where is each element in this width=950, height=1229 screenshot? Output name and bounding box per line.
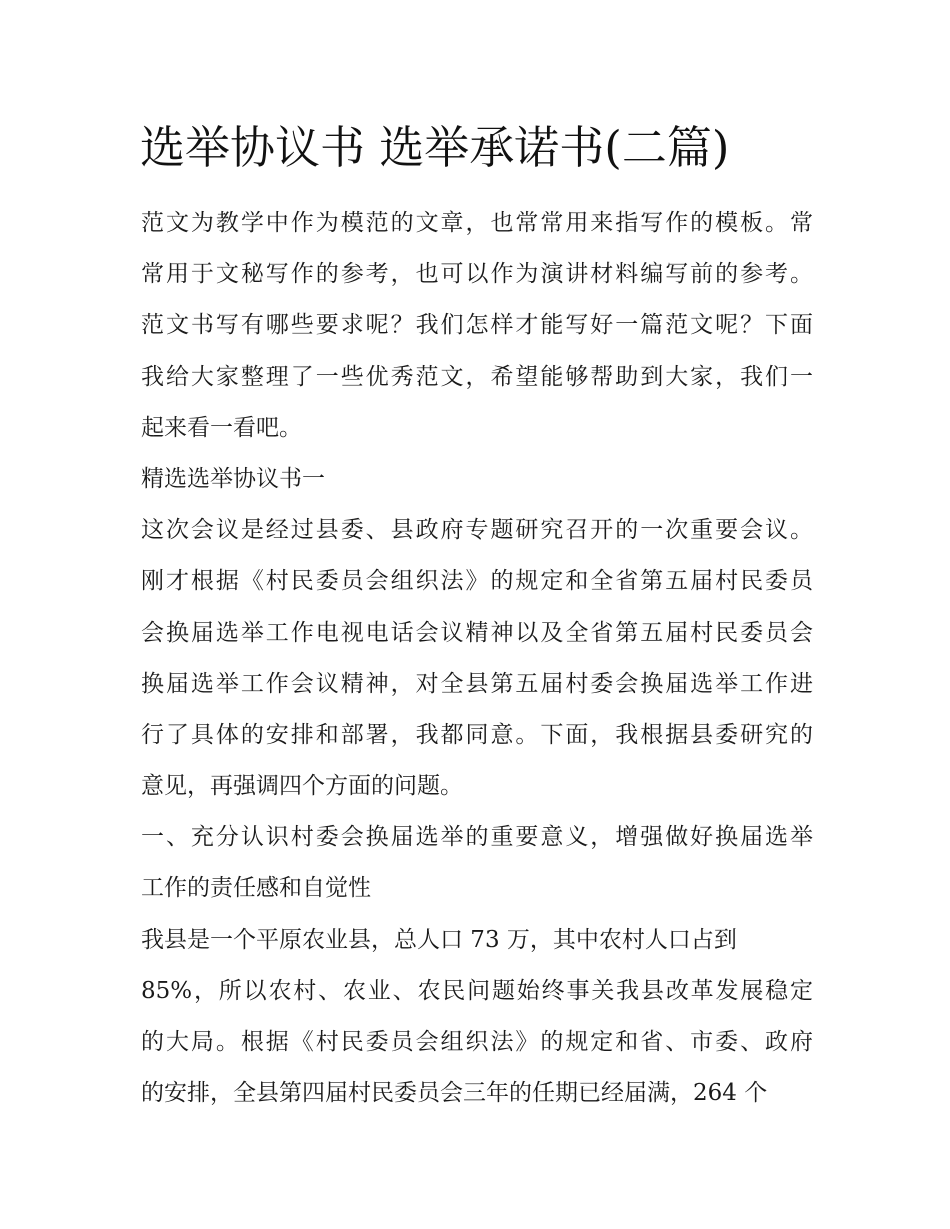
body-line: 我给大家整理了一些优秀范文，希望能够帮助到大家，我们一 xyxy=(141,363,813,390)
body-line: 一、充分认识村委会换届选举的重要意义，增强做好换届选举 xyxy=(141,824,813,851)
body-line: 刚才根据《村民委员会组织法》的规定和全省第五届村民委员 xyxy=(141,568,813,595)
document-body xyxy=(141,198,813,1119)
body-line: 这次会议是经过县委、县政府专题研究召开的一次重要会议。 xyxy=(141,517,813,544)
body-line: 范文书写有哪些要求呢？我们怎样才能写好一篇范文呢？下面 xyxy=(141,312,813,339)
body-line: 会换届选举工作电视电话会议精神以及全省第五届村民委员会 xyxy=(141,619,813,646)
body-line: 我县是一个平原农业县，总人口 73 万，其中农村人口占到 xyxy=(141,926,737,953)
body-line: 意见，再强调四个方面的问题。 xyxy=(141,773,463,800)
body-line: 常用于文秘写作的参考，也可以作为演讲材料编写前的参考。 xyxy=(141,261,813,288)
body-line: 工作的责任感和自觉性 xyxy=(141,875,371,902)
body-line: 起来看一看吧。 xyxy=(141,414,302,441)
section-heading: 精选选举协议书一 xyxy=(141,465,325,492)
body-line: 换届选举工作会议精神，对全县第五届村委会换届选举工作进 xyxy=(141,670,813,697)
body-line: 85%，所以农村、农业、农民问题始终事关我县改革发展稳定 xyxy=(141,977,813,1004)
body-line: 的安排，全县第四届村民委员会三年的任期已经届满，264 个 xyxy=(141,1080,768,1107)
document-title: 选举协议书 选举承诺书(二篇) xyxy=(140,121,730,174)
body-line: 行了具体的安排和部署，我都同意。下面，我根据县委研究的 xyxy=(141,721,813,748)
body-line: 的大局。根据《村民委员会组织法》的规定和省、市委、政府 xyxy=(141,1029,813,1055)
body-line: 范文为教学中作为模范的文章，也常常用来指写作的模板。常 xyxy=(141,210,813,236)
